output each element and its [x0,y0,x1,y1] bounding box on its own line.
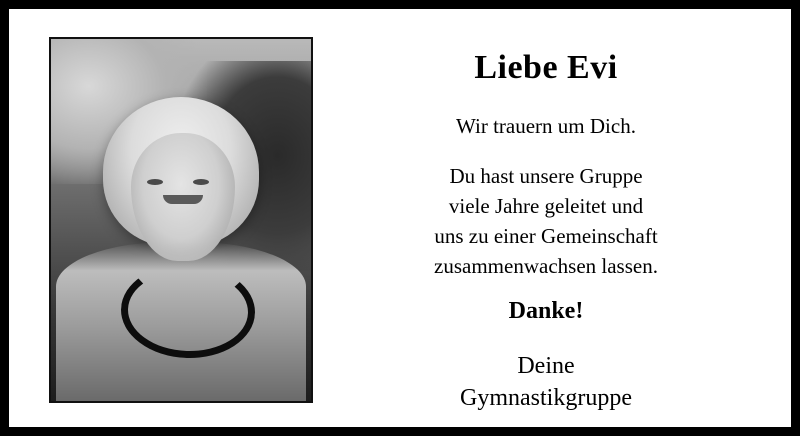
photo-eye-left [147,179,163,185]
photo-column [9,9,313,403]
page-title: Liebe Evi [474,49,618,86]
body-line-2: viele Jahre geleitet und [448,194,644,219]
thanks-text: Danke! [508,298,584,325]
body-line-3: uns zu einer Gemeinschaft [434,223,658,248]
body-line-4: zusammenwachsen lassen. [434,253,658,278]
portrait-photo [49,37,313,403]
signature-block [331,350,761,414]
intro-line: Wir trauern um Dich. [456,114,636,139]
body-line-1: Du hast unsere Gruppe [449,164,643,189]
body-paragraph [331,162,761,281]
signature-line-1: Deine [517,353,575,380]
photo-mouth [163,195,203,204]
photo-eye-right [193,179,209,185]
signature-line-2: Gymnastikgruppe [460,385,632,412]
text-column [313,9,791,415]
